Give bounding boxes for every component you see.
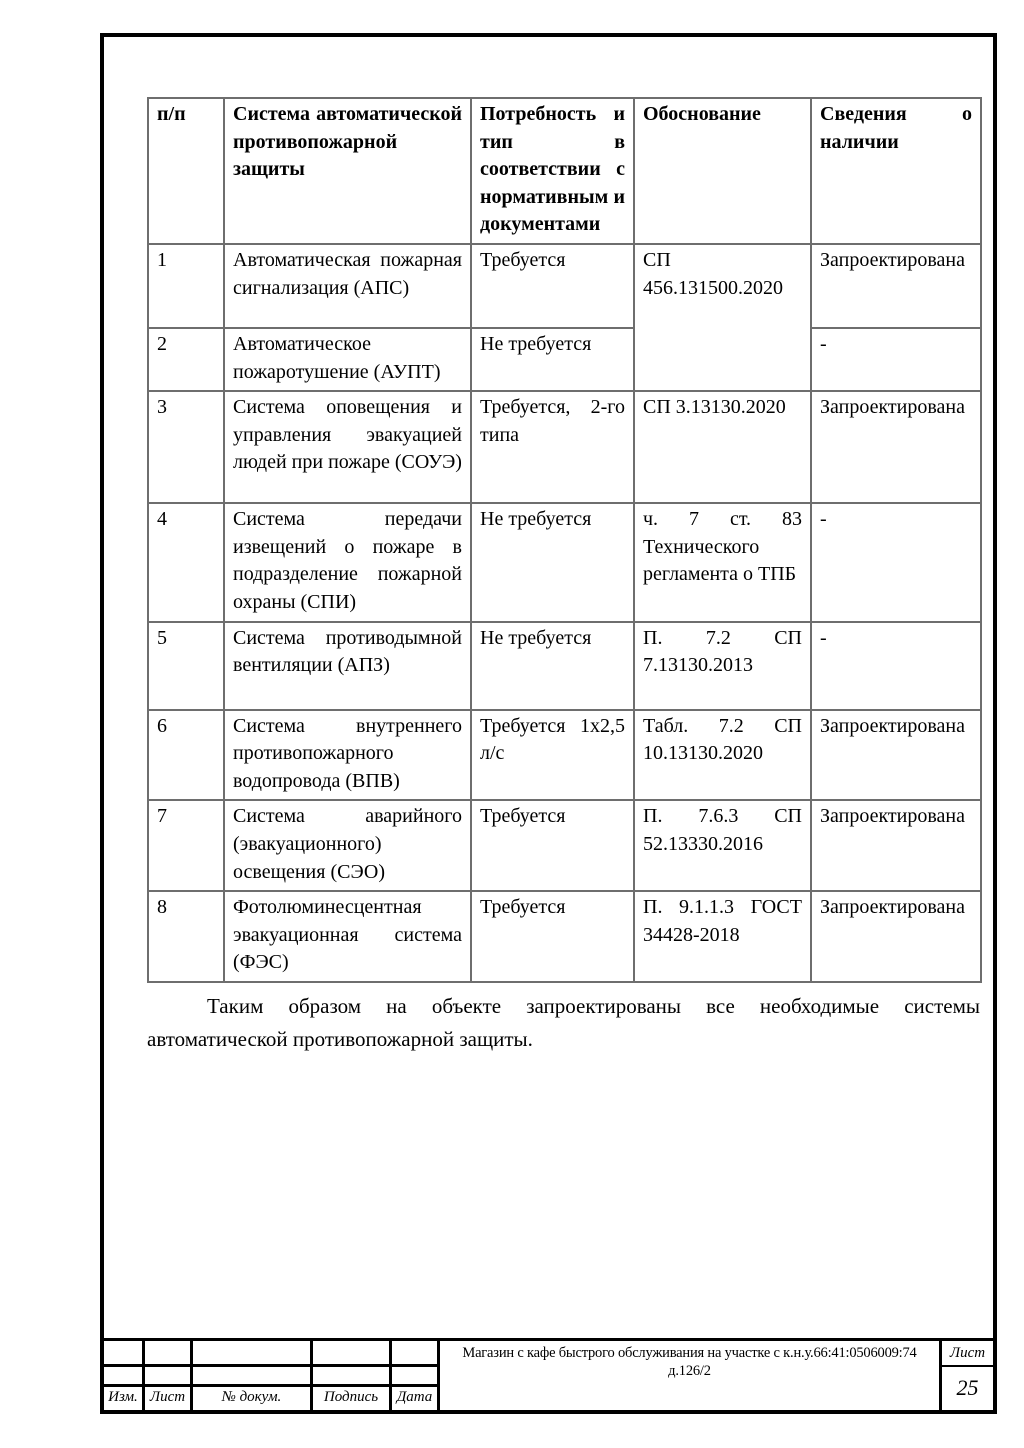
sheet-cell	[942, 1341, 993, 1410]
conclusion-paragraph: Таким образом на объекте запроектированы все необходимые системы автоматической противопожарной защиты.	[147, 993, 980, 1052]
cell-system: Система аварийного (эвакуационного) освещения (СЭО)	[224, 800, 471, 891]
cell-num: 4	[148, 503, 224, 621]
header-need: Потребность и тип в соответствии с нормативным и документами	[471, 98, 634, 244]
table-row	[148, 622, 981, 710]
cell-system: Система внутреннего противопожарного водопровода (ВПВ)	[224, 710, 471, 801]
stamp-label-list: Лист	[145, 1387, 193, 1410]
cell-system: Фотолюминесцентная эвакуационная система (ФЭС)	[224, 891, 471, 982]
header-system: Система автоматической противопожарной защиты	[224, 98, 471, 244]
stamp-cell-empty	[392, 1341, 440, 1367]
stamp-cell-empty	[145, 1341, 193, 1367]
cell-system: Система оповещения и управления эвакуацией людей при пожаре (СОУЭ)	[224, 391, 471, 503]
cell-status: -	[811, 328, 981, 391]
stamp-label-izm: Изм.	[104, 1387, 145, 1410]
sheet-label: Лист	[942, 1341, 993, 1367]
cell-status: -	[811, 503, 981, 621]
table-row	[148, 391, 981, 503]
stamp-cell-empty	[313, 1341, 392, 1367]
cell-basis: П. 9.1.1.3 ГОСТ 34428-2018	[634, 891, 811, 982]
header-num: п/п	[148, 98, 224, 244]
table-row	[148, 503, 981, 621]
stamp-cell-empty	[193, 1367, 313, 1387]
cell-basis: Табл. 7.2 СП 10.13130.2020	[634, 710, 811, 801]
content-area	[147, 97, 980, 1056]
revision-grid	[104, 1341, 440, 1410]
table-row	[148, 710, 981, 801]
cell-num: 6	[148, 710, 224, 801]
cell-num: 2	[148, 328, 224, 391]
table-row	[148, 244, 981, 328]
stamp-cell-empty	[392, 1367, 440, 1387]
table-row	[148, 800, 981, 891]
cell-status: Запроектирована	[811, 244, 981, 328]
cell-system: Автоматическое пожаротушение (АУПТ)	[224, 328, 471, 391]
cell-need: Не требуется	[471, 328, 634, 391]
cell-basis: П. 7.2 СП 7.13130.2013	[634, 622, 811, 710]
stamp-cell-empty	[145, 1367, 193, 1387]
table-row	[148, 891, 981, 982]
cell-status: Запроектирована	[811, 710, 981, 801]
project-title: Магазин с кафе быстрого обслуживания на участке с к.н.у.66:41:0506009:74 д.126/2	[440, 1341, 942, 1410]
table-row	[148, 328, 981, 391]
table-header-row	[148, 98, 981, 244]
cell-num: 8	[148, 891, 224, 982]
cell-basis: П. 7.6.3 СП 52.13330.2016	[634, 800, 811, 891]
cell-status: -	[811, 622, 981, 710]
stamp-cell-empty	[193, 1341, 313, 1367]
cell-need: Требуется, 2-го типа	[471, 391, 634, 503]
stamp-cell-empty	[104, 1341, 145, 1367]
cell-need: Требуется	[471, 244, 634, 328]
cell-num: 3	[148, 391, 224, 503]
stamp-cell-empty	[313, 1367, 392, 1387]
cell-need: Требуется	[471, 891, 634, 982]
header-basis: Обоснование	[634, 98, 811, 244]
stamp-label-data: Дата	[392, 1387, 440, 1410]
cell-need: Не требуется	[471, 503, 634, 621]
stamp-cell-empty	[104, 1367, 145, 1387]
cell-status: Запроектирована	[811, 800, 981, 891]
cell-status: Запроектирована	[811, 391, 981, 503]
title-block	[104, 1338, 993, 1410]
sheet-number: 25	[956, 1375, 979, 1400]
stamp-label-docnum: № докум.	[193, 1387, 313, 1410]
stamp-label-podpis: Подпись	[313, 1387, 392, 1410]
header-status: Сведения о наличии	[811, 98, 981, 244]
cell-need: Требуется 1х2,5 л/с	[471, 710, 634, 801]
cell-basis: ч. 7 ст. 83 Технического регламента о ТПБ	[634, 503, 811, 621]
cell-status: Запроектирована	[811, 891, 981, 982]
cell-num: 7	[148, 800, 224, 891]
cell-basis: СП 3.13130.2020	[634, 391, 811, 503]
cell-system: Система передачи извещений о пожаре в подразделение пожарной охраны (СПИ)	[224, 503, 471, 621]
cell-num: 1	[148, 244, 224, 328]
cell-need: Требуется	[471, 800, 634, 891]
cell-system: Система противодымной вентиляции (АПЗ)	[224, 622, 471, 710]
cell-system: Автоматическая пожарная сигнализация (АПС)	[224, 244, 471, 328]
cell-basis: СП 456.131500.2020	[634, 244, 811, 391]
cell-need: Не требуется	[471, 622, 634, 710]
cell-num: 5	[148, 622, 224, 710]
fire-systems-table	[147, 97, 982, 983]
